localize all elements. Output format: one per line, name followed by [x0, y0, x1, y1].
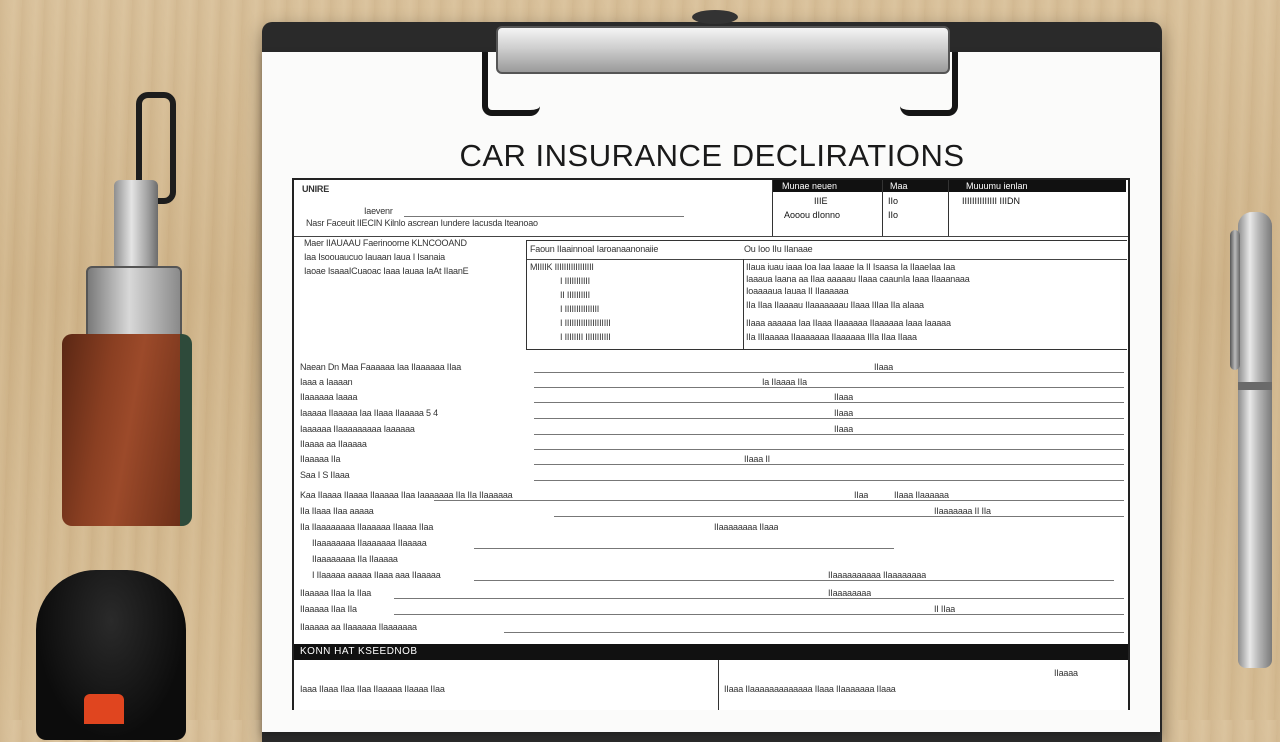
form-value: II IIaa	[934, 604, 956, 614]
section-heading: KONN HAT KSEEDNOB	[300, 646, 418, 657]
coverage-detail: Iaaaua Iaana aa IIaa aaaaau IIaaa caaunIa Iaaa IIaaanaaa	[746, 274, 970, 284]
field-underline	[504, 632, 1124, 633]
form-row: IIaaaaa IIa	[300, 454, 341, 464]
topright-label: Maa	[890, 181, 908, 191]
coverage-item: I IIIIIIIIIII	[560, 276, 590, 286]
coverage-detail: IIaaa aaaaaa Iaa IIaaa IIaaaaaa IIaaaaaa Iaaa Iaaaaa	[746, 318, 951, 328]
form-row: IIa IIaaaaaaaa IIaaaaaa IIaaaa IIaa	[300, 522, 434, 532]
form-row: Naean Dn Maa Faaaaaa Iaa IIaaaaaa IIaa	[300, 362, 462, 372]
form-value: IIaaaaaaaa	[828, 588, 872, 598]
coverage-detail: IIa IIIaaaaa IIaaaaaaa IIaaaaaa IIIa IIaa IIaaa	[746, 332, 917, 342]
clipboard-clip	[482, 22, 958, 114]
form-row: IIa IIaaa IIaa aaaaa	[300, 506, 374, 516]
left-box-line: Iaa Isoouaucuo Iauaan Iaua I Isanaia	[304, 252, 445, 262]
form-value: IIaaa II	[744, 454, 770, 464]
field-underline	[534, 434, 1124, 435]
clip-leg-left	[482, 52, 540, 116]
clip-bar	[496, 26, 950, 74]
topright-value: IIIE	[814, 196, 828, 206]
field-underline	[534, 387, 1124, 388]
declarations-form	[292, 178, 1130, 710]
form-value: IIaaaaaaaa IIaaa	[714, 522, 779, 532]
topright-label: Muuumu ienlan	[966, 181, 1028, 191]
form-row: Iaaa IIaaa IIaa IIaa IIaaaaa IIaaaa IIaa	[300, 684, 445, 694]
field-underline	[534, 402, 1124, 403]
field-underline	[534, 449, 1124, 450]
clip-leg-right	[900, 52, 958, 116]
pen	[1238, 212, 1272, 668]
form-value: Ia IIaaaa IIa	[762, 377, 807, 387]
field-underline	[534, 418, 1124, 419]
clip-rivet	[692, 10, 738, 24]
coverage-detail: IIaua iuau iaaa Ioa Iaa Iaaae Ia II Isaasa Ia IIaaeIaa Iaa	[746, 262, 956, 272]
header-field-line: Nasr Faceuit IIECIN Kilnlo ascrean Iundere Iacusda Iteanoao	[306, 218, 538, 228]
topright-label: Munae neuen	[782, 181, 838, 191]
form-row: IIaaaaa aa IIaaaaaa IIaaaaaaa	[300, 622, 417, 632]
left-box-line: Iaoae IsaaaICuaoac Iaaa Iauaa IaAt IIaanE	[304, 266, 469, 276]
coverage-header: Faoun IIaainnoaI Iaroanaanonaiie	[530, 244, 659, 254]
field-underline	[434, 500, 1124, 501]
left-box-line: Maer IIAUAAU Faerinoorne KLNCOOAND	[304, 238, 467, 248]
divider	[527, 259, 1127, 260]
header-rule	[404, 216, 684, 217]
form-row: Iaaa a Iaaaan	[300, 377, 353, 387]
form-value: IIaaaa	[1054, 668, 1078, 678]
coverage-item: MIIIIK IIIIIIIIIIIIIIIII	[530, 262, 594, 272]
field-underline	[554, 516, 1124, 517]
coverage-item: I IIIIIIII IIIIIIIIIII	[560, 332, 611, 342]
field-underline	[534, 464, 1124, 465]
header-label: UNIRE	[302, 184, 330, 194]
form-value: IIaa	[854, 490, 869, 500]
form-value: IIaaa	[834, 424, 854, 434]
leather-key-fob	[62, 334, 192, 526]
form-value: IIaaa	[874, 362, 894, 372]
field-underline	[474, 548, 894, 549]
topright-value: IIIIIIIIIIIIII IIIDN	[962, 196, 1021, 206]
field-underline	[394, 614, 1124, 615]
form-value: IIaaaaaaaaaa IIaaaaaaaa	[828, 570, 926, 580]
form-row: IIaaaa aa IIaaaaa	[300, 439, 367, 449]
topright-value: IIo	[888, 196, 899, 206]
divider	[772, 180, 773, 236]
divider	[294, 236, 1128, 237]
form-row: Saa I S IIaaa	[300, 470, 350, 480]
field-underline	[474, 580, 1114, 581]
key-fob-metal-connector	[114, 180, 158, 270]
coverage-item: II IIIIIIIIII	[560, 290, 590, 300]
form-row: IIaaaaaaaa IIaaaaaaa IIaaaaa	[312, 538, 427, 548]
form-row: IIaaaaa IIaa IIa	[300, 604, 357, 614]
divider	[743, 259, 744, 349]
form-row: Iaaaaa IIaaaaa Iaa IIaaa IIaaaaa 5 4	[300, 408, 438, 418]
form-row: IIaaaaaaaa IIa IIaaaaa	[312, 554, 398, 564]
field-underline	[534, 372, 1124, 373]
form-value: IIaaaaaaa II IIa	[934, 506, 991, 516]
coverage-detail: Ioaaaaua Iauaa II IIaaaaaa	[746, 286, 849, 296]
form-row: IIaaaaa IIaa Ia IIaa	[300, 588, 372, 598]
field-underline	[394, 598, 1124, 599]
topright-value: Aooou dIonno	[784, 210, 841, 220]
field-underline	[534, 480, 1124, 481]
pen-clip	[1230, 230, 1240, 370]
divider	[948, 180, 949, 236]
pen-band	[1238, 382, 1272, 390]
coverage-detail: IIa IIaa IIaaaau IIaaaaaaau IIaaa IIIaa IIa aIaaa	[746, 300, 924, 310]
form-row: Kaa IIaaaa IIaaaa IIaaaaa IIaa Iaaaaaaa IIa IIa IIaaaaaa	[300, 490, 513, 500]
form-row: IIaaaaaa Iaaaa	[300, 392, 358, 402]
coverage-item: I IIIIIIIIIIIIIIIIIIII	[560, 318, 611, 328]
section-header-bar	[294, 644, 1128, 660]
form-value: IIaaa	[834, 392, 854, 402]
coverage-detail: Ou Ioo IIu IIanaae	[744, 244, 813, 254]
form-value: IIaaa IIaaaaaa	[894, 490, 949, 500]
topright-value: IIo	[888, 210, 899, 220]
form-value: IIaaa	[834, 408, 854, 418]
divider	[882, 180, 883, 236]
form-row: IIaaa IIaaaaaaaaaaaaa IIaaa IIaaaaaaa IIaaa	[724, 684, 896, 694]
document-title: CAR INSURANCE DECLIRATIONS	[459, 138, 965, 173]
coverage-item: I IIIIIIIIIIIIIII	[560, 304, 600, 314]
header-field-label: Iaevenr	[364, 206, 393, 216]
divider	[718, 660, 719, 710]
form-row: Iaaaaaa IIaaaaaaaaa Iaaaaaa	[300, 424, 415, 434]
form-row: I IIaaaaa aaaaa IIaaa aaa IIaaaaa	[312, 570, 441, 580]
